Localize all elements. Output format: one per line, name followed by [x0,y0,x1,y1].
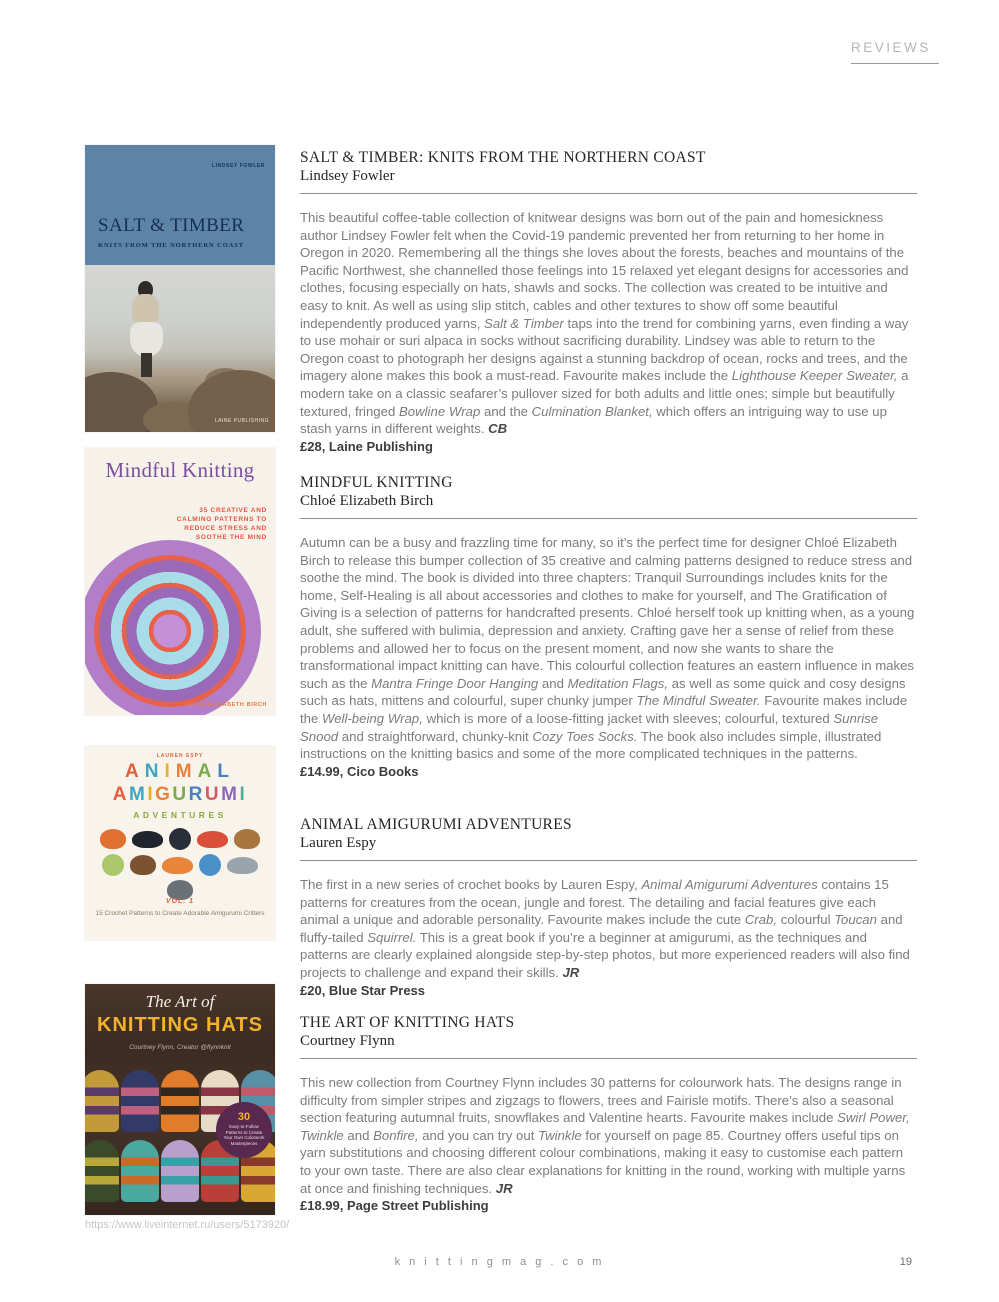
review-price-publisher: £20, Blue Star Press [300,982,426,998]
badge-text: Easy-to-Follow Patterns to Create Your Own Colorwork Masterpieces [223,1124,265,1146]
review-price-publisher: £14.99, Cico Books [300,763,419,779]
book-cover-knitting-hats [85,984,275,1215]
page-section-header: REVIEWS [851,40,939,64]
cover-title-line3: ADVENTURES [133,810,227,820]
review-title: ANIMAL AMIGURUMI ADVENTURES [300,816,572,833]
cover-author-text: Courtney Flynn, [129,1044,176,1051]
cover-title-line2: AMIGURUMI [112,784,248,805]
cover-publisher: LAINE PUBLISHING [214,418,269,424]
cover-tagline: 15 Crochet Patterns to Create Adorable Amigurumi Critters [95,910,265,917]
cover-author-name: LINDSEY FOWLER [211,163,265,169]
review-title: MINDFUL KNITTING [300,474,453,491]
divider [300,1058,917,1059]
review-author: Lindsey Fowler [300,168,395,184]
cover-author-name [85,1042,275,1051]
cover-title-line1: ANIMAL [125,761,235,782]
review-animal-amigurumi [300,815,917,999]
cover-title-script: The Art of [145,992,215,1011]
cover-title: Mindful Knitting [105,458,255,482]
book-cover-animal-amigurumi [85,746,275,940]
cover-author-subtext: Creator @flynnknit [175,1044,231,1051]
book-cover-mindful-knitting [85,448,275,715]
review-body: This beautiful coffee-table collection of knitwear designs was born out of the pain and homesickness author Lindsey Fowler felt when the Covid-19 pandemic prevented her from returning to her home in Oregon in 2020. Remembering all the things she loves about the forests, beaches and mountains of the Pacific Northwest, she channelled those feelings into 15 relaxed yet elegant designs for accessories and clothes, focusing especially on hats, shawls and socks. The collection was created to be intuitive and easy to knit. As well as using slip stitch, cables and other textures to show off some beautiful independently produced yarns, Salt & Timber taps into the trend for combining yarns, even finding a way to use mohair or suri alpaca in socks without sacrificing durability. Lindsey was able to return to the Oregon coast to photograph her designs against a stunning backdrop of ocean, rocks and trees, and the imagery alone makes this book a must-read. Favourite makes include the Lighthouse Keeper Sweater, a modern take on a classic seafarer’s pullover sized for both adults and little ones; simple but beautifully textured, fringed Bowline Wrap and the Culmination Blanket, which offers an intriguing way to use up stash yarns in different weights. CB [300,210,909,437]
crochet-mandala-illustration [85,540,261,715]
cover-subtitle: KNITS FROM THE NORTHERN COAST [98,242,245,249]
review-author: Chloé Elizabeth Birch [300,493,434,509]
page-number: 19 [899,1256,912,1268]
divider [300,860,917,861]
review-price-publisher: £28, Laine Publishing [300,438,433,454]
review-price-publisher: £18.99, Page Street Publishing [300,1198,489,1214]
cover-author-name: LAUREN ESPY [156,753,204,759]
amigurumi-animals-illustration [93,826,267,898]
review-mindful-knitting [300,473,917,780]
cover-tagline: 35 CREATIVE AND CALMING PATTERNS TO REDUCE STRESS AND SOOTHE THE MIND [176,507,267,541]
divider [300,193,917,194]
review-body: The first in a new series of crochet books by Lauren Espy, Animal Amigurumi Adventures contains 15 patterns for creatures from the ocean, jungle and forest. The detailing and facial features give each animal a unique and adorable personality. Favourite makes include the cute Crab, colourful Toucan and fluffy-tailed Squirrel. This is a great book if you’re a beginner at amigurumi, as the techniques and patterns are clearly explained alongside step-by-step photos, but more experienced readers will also find projects to challenge and expand their skills. JR [300,877,910,980]
review-title: SALT & TIMBER: KNITS FROM THE NORTHERN COAST [300,149,706,166]
source-url-watermark: https://www.liveinternet.ru/users/5173920/ [85,1219,290,1231]
divider [300,518,917,519]
cover-author-name: CHLOÉ ELIZABETH BIRCH [183,702,267,708]
badge-number: 30 [237,1111,251,1123]
review-author: Lauren Espy [300,835,377,851]
review-body: Autumn can be a busy and frazzling time for many, so it’s the perfect time for designer Chloé Elizabeth Birch to release this bumper collection of 35 creative and calming patterns designed to reduce stress and soothe the mind. The book is divided into three chapters: Tranquil Surroundings includes knits for the home, Self-Healing is all about accessories and clothes to make for yourself, and The Gratification of Giving is a selection of patterns for handcrafted presents. Chloé herself took up knitting when, as a young adult, she suffered with bulimia, depression and anxiety. Crafting gave her a sense of relief from these problems and allowed her to focus on the present moment, and now she wants to share the transformational impact knitting can have. This colourful collection features an eastern influence in makes such as the Mantra Fringe Door Hanging and Meditation Flags, as well as some quick and cosy designs such as hats, mittens and colourful, super chunky jumper The Mindful Sweater. Favourite makes include the Well-being Wrap, which is more of a loose-fitting jacket with sleeves; colourful, textured Sunrise Snood and straightforward, chunky-knit Cozy Toes Socks. The book also includes simple, illustrated instructions on the knitting basics and some of the more complicated techniques in the patterns. [300,535,915,762]
review-body: This new collection from Courtney Flynn includes 30 patterns for colourwork hats. The designs range in difficulty from simpler stripes and zigzags to flowers, trees and Fairisle motifs. There’s also a seasonal section featuring autumnal fruits, snowflakes and Valentine hearts. Favourite makes include Swirl Power, Twinkle and Bonfire, and you can try out Twinkle for yourself on page 85. Courtney offers useful tips on yarn substitutions and choosing different colour combinations, making it easy to customise each pattern to your own taste. There are also clear explanations for knitting in the round, working with multiple yarns at once and finishing techniques. JR [300,1075,910,1196]
cover-title-main: KNITTING HATS [97,1014,263,1036]
review-salt-timber [300,148,917,455]
review-title: THE ART OF KNITTING HATS [300,1014,515,1031]
book-cover-salt-timber [85,145,275,432]
cover-volume-label: VOL. 1 [165,898,195,905]
cover-pattern-count-badge [216,1102,272,1158]
cover-title: SALT & TIMBER [98,215,245,236]
person-legs-illustration [141,353,152,377]
cover-beach-photo [85,265,275,432]
footer-website: k n i t t i n g m a g . c o m [394,1256,605,1268]
review-author: Courtney Flynn [300,1033,395,1049]
review-knitting-hats [300,1013,917,1215]
person-skirt-illustration [130,322,163,357]
